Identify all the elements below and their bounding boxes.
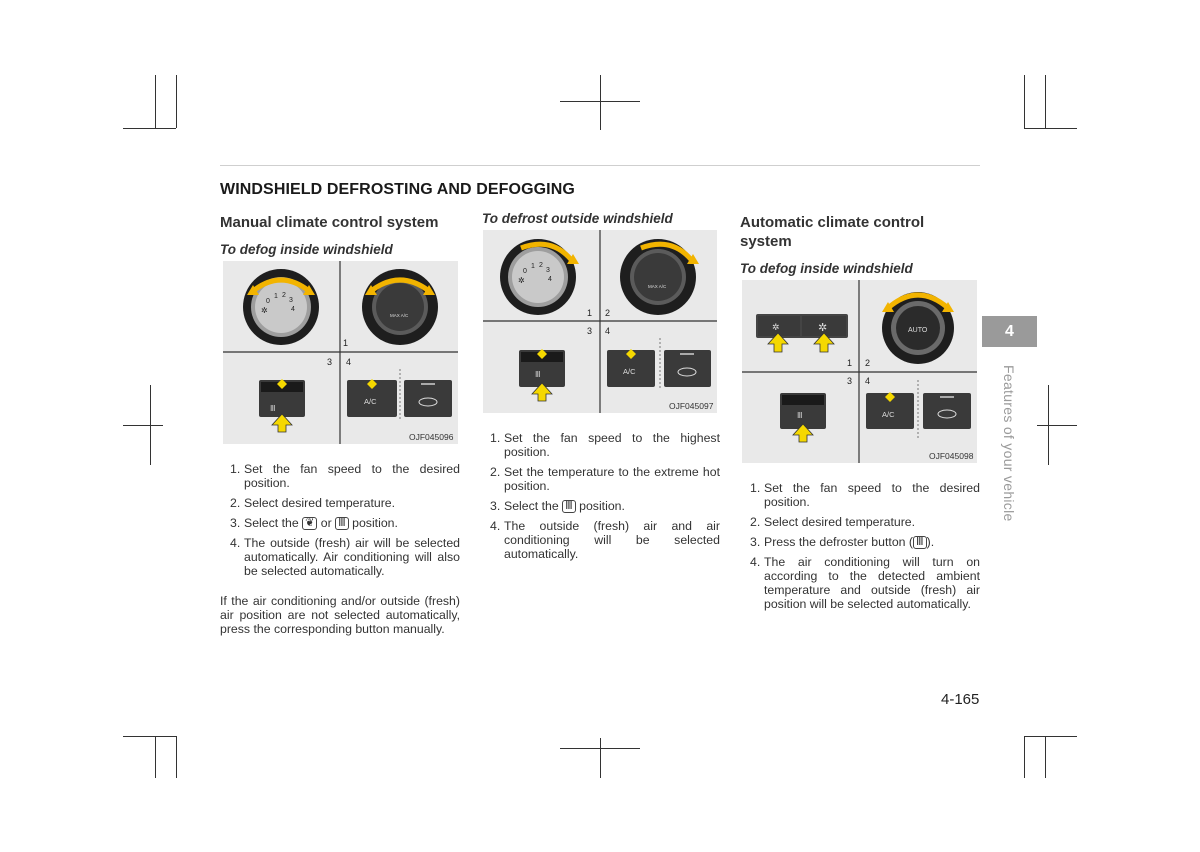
defrost-icon: Ⅲ xyxy=(562,500,576,513)
svg-text:AUTO: AUTO xyxy=(908,327,928,334)
svg-text:✲: ✲ xyxy=(818,322,828,334)
svg-text:A/C: A/C xyxy=(623,367,636,376)
svg-text:3: 3 xyxy=(546,267,550,274)
svg-text:2: 2 xyxy=(282,292,286,299)
recirculation-button xyxy=(923,393,971,429)
front-defrost-button xyxy=(519,349,565,387)
ac-button xyxy=(866,392,914,429)
figure-code: OJF045097 xyxy=(669,401,714,411)
list-item: 3. Select the Ⅲ position. xyxy=(490,499,625,513)
fan-speed-knob xyxy=(500,239,579,315)
defog-steps-auto xyxy=(740,481,980,617)
svg-text:MAX A/C: MAX A/C xyxy=(390,313,409,318)
front-defrost-button xyxy=(259,379,305,417)
recirculation-button xyxy=(664,350,711,387)
svg-text:4: 4 xyxy=(605,326,611,336)
header-rule xyxy=(220,165,980,166)
defrost-icon: Ⅲ xyxy=(335,517,349,530)
svg-text:2: 2 xyxy=(865,358,871,368)
svg-text:A/C: A/C xyxy=(882,410,895,419)
defrost-icon: Ⅲ xyxy=(913,536,927,549)
svg-text:1: 1 xyxy=(531,263,535,270)
manual-defrost-figure xyxy=(483,230,717,413)
svg-text:MAX A/C: MAX A/C xyxy=(648,284,667,289)
auto-knob xyxy=(882,292,954,364)
svg-text:1: 1 xyxy=(847,358,853,368)
recirculation-button xyxy=(404,380,452,417)
svg-text:3: 3 xyxy=(327,357,333,367)
svg-text:3: 3 xyxy=(289,297,293,304)
auto-defog-figure xyxy=(742,280,977,463)
temperature-knob xyxy=(362,269,438,345)
svg-text:A/C: A/C xyxy=(364,397,377,406)
svg-text:Ⅲ: Ⅲ xyxy=(535,370,541,379)
svg-text:0: 0 xyxy=(523,268,527,275)
list-item: 4. The outside (fresh) air will be selected automatically. Air conditioning will also be selected automatically. xyxy=(230,536,460,578)
svg-text:✲: ✲ xyxy=(772,322,780,332)
manual-climate-heading: Manual climate control system xyxy=(220,214,439,231)
svg-text:✲: ✲ xyxy=(518,276,525,285)
svg-text:1: 1 xyxy=(343,338,349,348)
svg-text:0: 0 xyxy=(266,298,270,305)
list-item: 4. The air conditioning will turn on according to the detected ambient temperature and outside (fresh) air position will be selected automatically. xyxy=(750,555,980,611)
list-item: 3. Press the defroster button ( Ⅲ ). xyxy=(750,535,935,549)
figure-code: OJF045096 xyxy=(409,432,454,442)
manual-defog-figure xyxy=(223,261,458,444)
list-item: 2. Select desired temperature. xyxy=(750,515,916,529)
automatic-climate-heading: Automatic climate control system xyxy=(740,214,925,250)
defog-inside-subheading: To defog inside windshield xyxy=(220,242,393,257)
svg-text:Ⅲ: Ⅲ xyxy=(270,404,276,413)
ac-button xyxy=(607,349,655,387)
svg-text:4: 4 xyxy=(865,376,871,386)
list-item: 4. The outside (fresh) air and air conditioning will be selected automatically. xyxy=(490,519,720,561)
svg-text:Ⅲ: Ⅲ xyxy=(797,411,803,420)
chapter-side-label: Features of your vehicle xyxy=(1001,365,1017,522)
list-item: 2. Select desired temperature. xyxy=(230,496,396,510)
fan-speed-knob xyxy=(243,269,319,345)
defog-icon: ❦ xyxy=(302,517,317,530)
svg-text:✲: ✲ xyxy=(261,306,268,315)
list-item: 1. Set the fan speed to the desired position. xyxy=(750,481,980,509)
defog-steps-manual xyxy=(220,462,460,584)
svg-text:4: 4 xyxy=(548,276,552,283)
svg-text:4: 4 xyxy=(291,306,295,313)
figure-code: OJF045098 xyxy=(929,451,974,461)
svg-text:1: 1 xyxy=(274,293,278,300)
temperature-knob xyxy=(620,239,699,315)
svg-text:3: 3 xyxy=(847,376,853,386)
list-item: 2. Set the temperature to the extreme hot position. xyxy=(490,465,720,493)
ac-button xyxy=(347,379,397,417)
svg-text:1: 1 xyxy=(587,308,593,318)
svg-text:4: 4 xyxy=(346,357,352,367)
svg-text:2: 2 xyxy=(539,262,543,269)
list-item: 1. Set the fan speed to the desired position. xyxy=(230,462,460,490)
defog-inside-auto-subheading: To defog inside windshield xyxy=(740,261,913,276)
chapter-tab: 4 xyxy=(982,316,1037,347)
page-title: WINDSHIELD DEFROSTING AND DEFOGGING xyxy=(220,181,575,198)
list-item: 3. Select the ❦ or Ⅲ position. xyxy=(230,516,398,530)
svg-text:3: 3 xyxy=(587,326,593,336)
defrost-outside-subheading: To defrost outside windshield xyxy=(482,211,673,226)
svg-text:2: 2 xyxy=(605,308,611,318)
page-number: 4-165 xyxy=(941,691,980,708)
list-item: 1. Set the fan speed to the highest position. xyxy=(490,431,720,459)
manual-note: If the air conditioning and/or outside (fresh) air position are not selected automatically, press the corresponding button manually. xyxy=(220,594,460,636)
defrost-steps-manual xyxy=(480,431,720,567)
fan-buttons xyxy=(756,314,848,338)
